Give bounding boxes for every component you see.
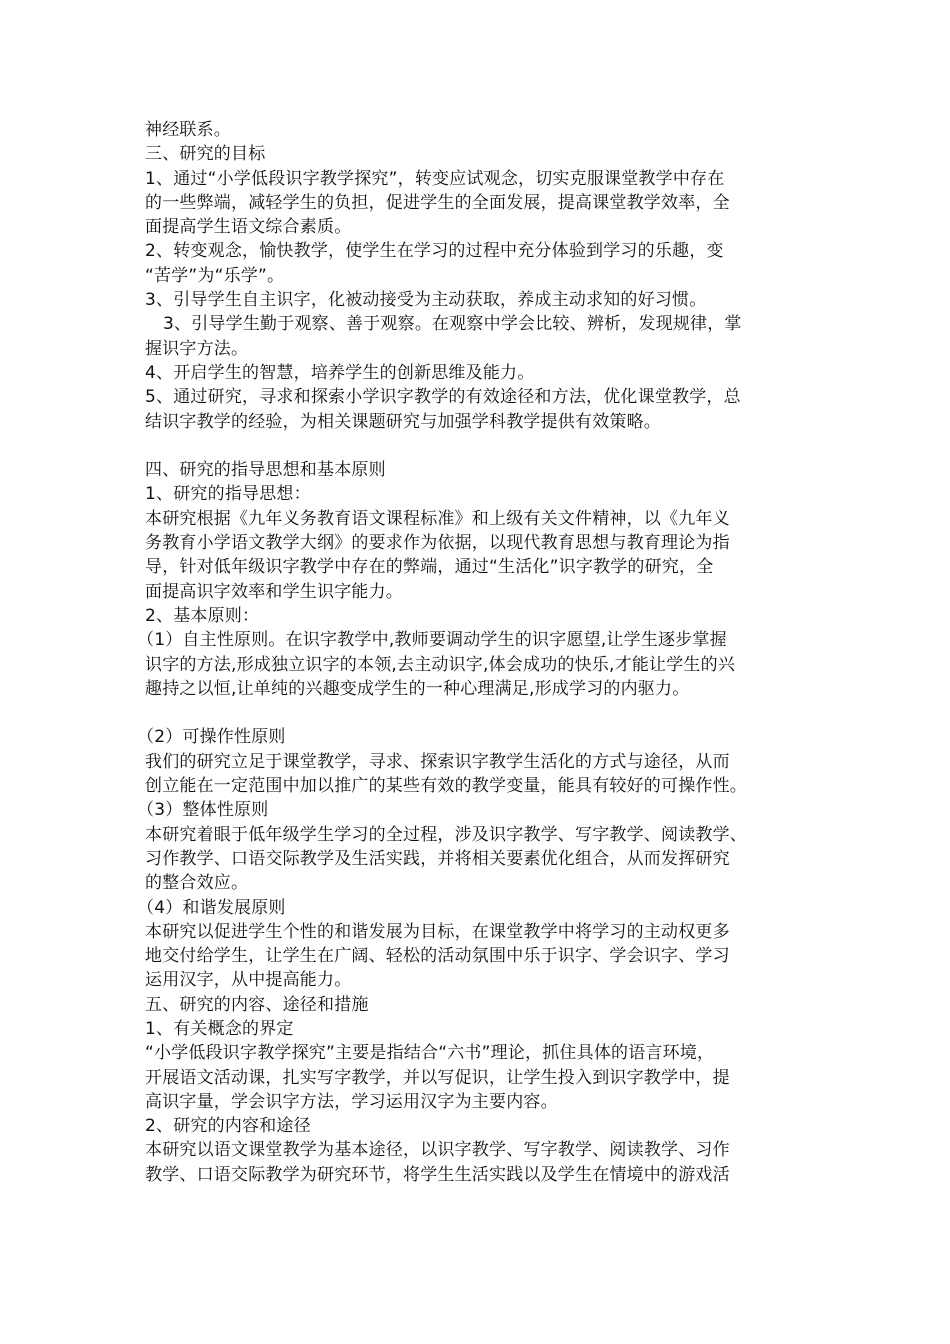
text-line: 本研究根据《九年义务教育语文课程标准》和上级有关文件精神，以《九年义: [145, 508, 730, 529]
subsection-heading: 1、有关概念的界定: [145, 1018, 294, 1039]
text-line: 导，针对低年级识字教学中存在的弊端，通过“生活化”识字教学的研究，全: [145, 557, 714, 578]
text-line: “小学低段识字教学探究”主要是指结合“六书”理论，抓住具体的语言环境，: [145, 1043, 715, 1064]
text-line: 创立能在一定范围中加以推广的某些有效的教学变量，能具有较好的可操作性。: [145, 776, 747, 797]
text-line: 识字的方法,形成独立识字的本领,去主动识字,体会成功的快乐,才能让学生的兴: [145, 654, 736, 675]
text-line: 面提高学生语文综合素质。: [145, 217, 352, 238]
text-line: 运用汉字，从中提高能力。: [145, 970, 352, 991]
text-line: “苦学”为“乐学”。: [145, 265, 285, 286]
subsection-heading: 2、研究的内容和途径: [145, 1116, 311, 1137]
section-heading: 三、研究的目标: [145, 144, 266, 165]
text-line: 神经联系。: [145, 120, 231, 140]
text-line: 本研究着眼于低年级学生学习的全过程，涉及识字教学、写字教学、阅读教学、: [145, 824, 747, 845]
blank-line: [145, 434, 825, 458]
text-line: 习作教学、口语交际教学及生活实践，并将相关要素优化组合，从而发挥研究: [145, 848, 730, 869]
blank-line: [145, 701, 825, 725]
text-line: 趣持之以恒,让单纯的兴趣变成学生的一种心理满足,形成学习的内驱力。: [145, 678, 690, 699]
text-line: 结识字教学的经验，为相关课题研究与加强学科教学提供有效策略。: [145, 411, 661, 432]
text-line: 2、转变观念，愉快教学，使学生在学习的过程中充分体验到学习的乐趣，变: [145, 241, 724, 262]
text-line: 5、通过研究，寻求和探索小学识字教学的有效途径和方法，优化课堂教学，总: [145, 387, 741, 408]
text-line: 4、开启学生的智慧，培养学生的创新思维及能力。: [145, 362, 535, 383]
section-heading: 四、研究的指导思想和基本原则: [145, 460, 386, 481]
text-line: 的一些弊端，减轻学生的负担，促进学生的全面发展，提高课堂教学效率，全: [145, 192, 730, 213]
text-line: 高识字量，学会识字方法，学习运用汉字为主要内容。: [145, 1091, 558, 1112]
text-line: 3、引导学生自主识字，化被动接受为主动获取，养成主动求知的好习惯。: [145, 290, 707, 311]
text-line: 面提高识字效率和学生识字能力。: [145, 581, 403, 602]
text-line: 本研究以语文课堂教学为基本途径，以识字教学、写字教学、阅读教学、习作: [145, 1140, 730, 1161]
text-line: 握识字方法。: [145, 338, 249, 359]
subsection-heading: （3）整体性原则: [137, 800, 269, 821]
text-line: 开展语文活动课，扎实写字教学，并以写促识，让学生投入到识字教学中，提: [145, 1067, 730, 1088]
text-line: 地交付给学生，让学生在广阔、轻松的活动氛围中乐于识字、学会识字、学习: [145, 946, 730, 967]
text-line: 1、通过“小学低段识字教学探究”，转变应试观念，切实克服课堂教学中存在: [145, 168, 725, 189]
text-line: 务教育小学语文教学大纲》的要求作为依据，以现代教育思想与教育理论为指: [145, 533, 730, 554]
document-page: [137, 118, 825, 1187]
subsection-heading: 1、研究的指导思想：: [145, 484, 311, 505]
text-line: 的整合效应。: [145, 873, 249, 894]
text-line: 教学、口语交际教学为研究环节，将学生生活实践以及学生在情境中的游戏活: [145, 1164, 730, 1185]
text-line: 3、引导学生勤于观察、善于观察。在观察中学会比较、辨析，发现规律，掌: [163, 314, 742, 335]
text-line: 本研究以促进学生个性的和谐发展为目标，在课堂教学中将学习的主动权更多: [145, 921, 730, 942]
text-line: （1）自主性原则。在识字教学中,教师要调动学生的识字愿望,让学生逐步掌握: [137, 630, 727, 651]
subsection-heading: （4）和谐发展原则: [137, 897, 286, 918]
text-line: 我们的研究立足于课堂教学，寻求、探索识字教学生活化的方式与途径，从而: [145, 751, 730, 772]
subsection-heading: 2、基本原则：: [145, 605, 260, 626]
subsection-heading: （2）可操作性原则: [137, 727, 286, 748]
section-heading: 五、研究的内容、途径和措施: [145, 994, 369, 1015]
